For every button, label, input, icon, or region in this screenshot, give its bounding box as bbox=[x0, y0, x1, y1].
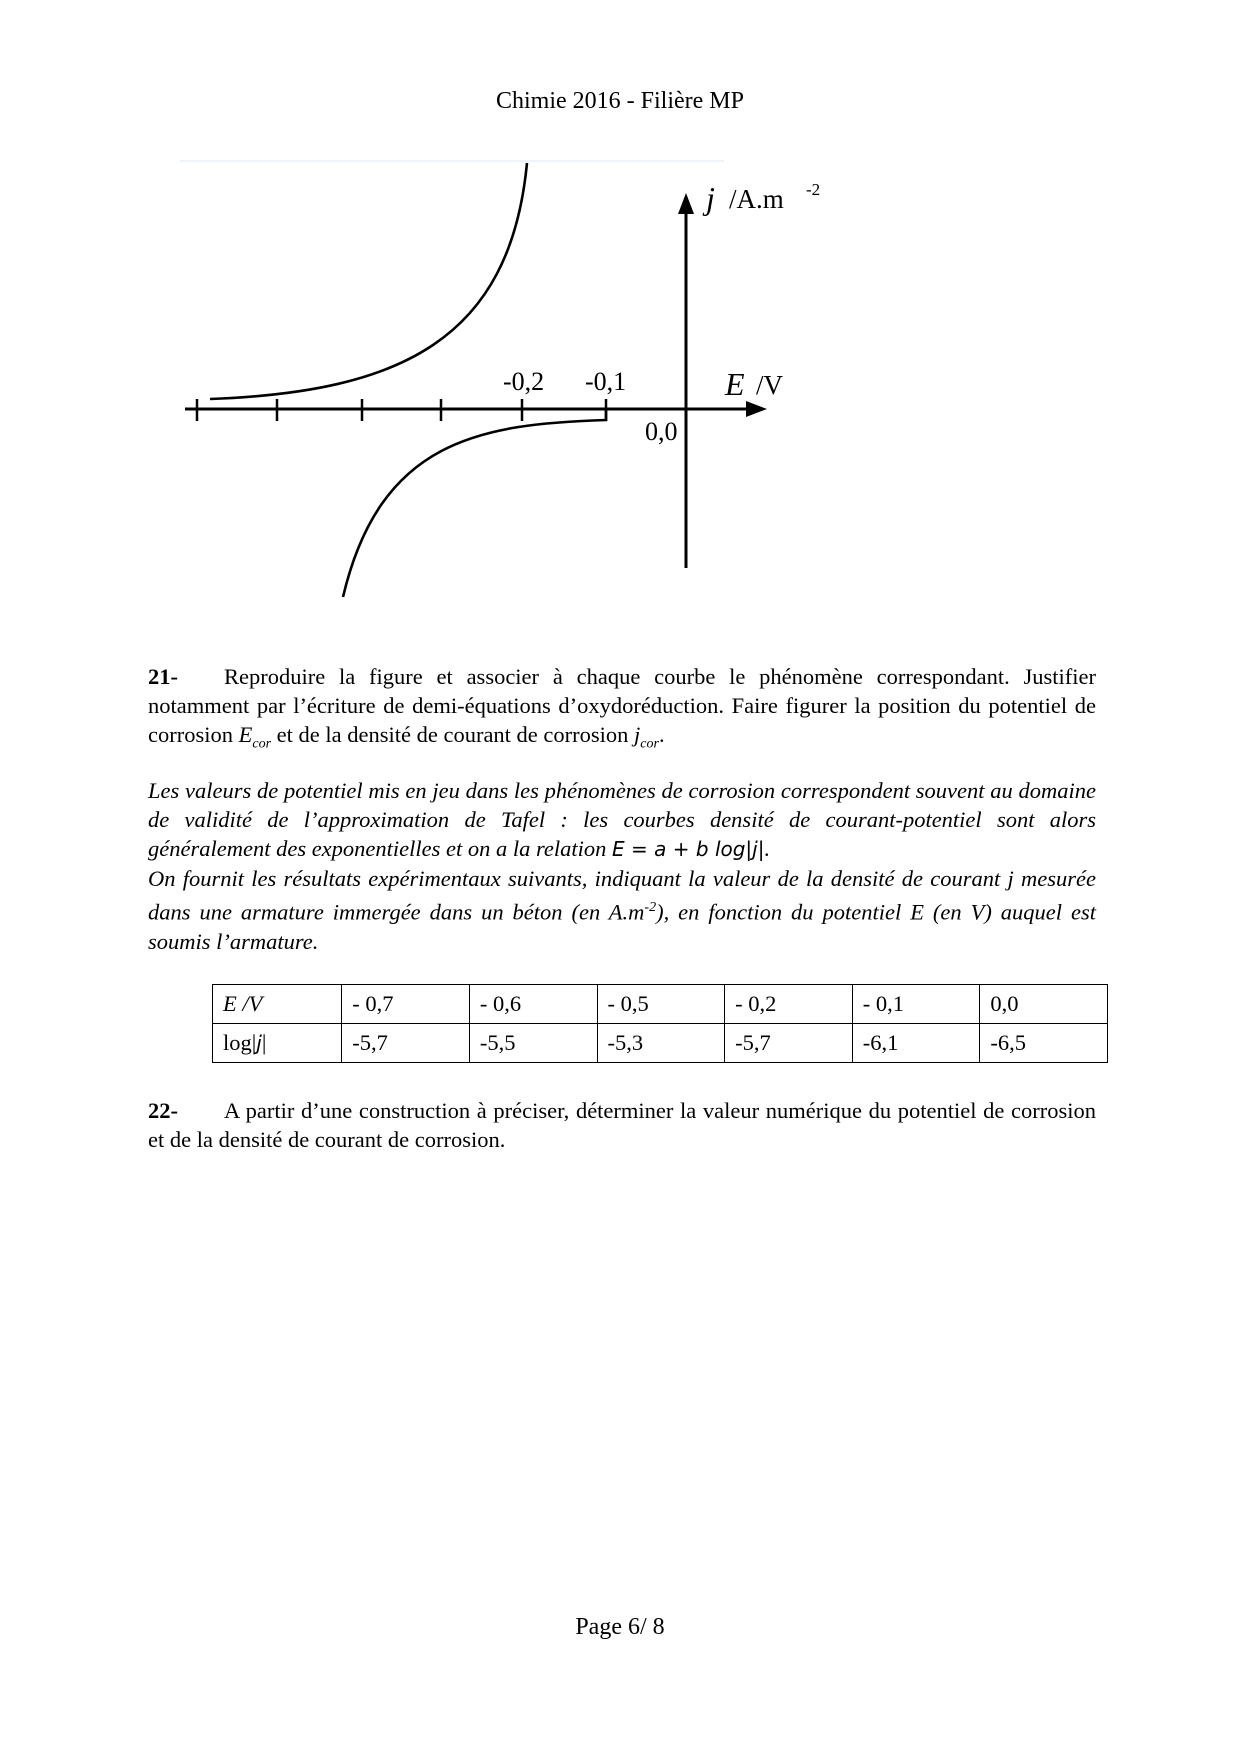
tafel-relation: E = a + b log|j| bbox=[612, 837, 765, 861]
table-cell: -6,1 bbox=[852, 1024, 980, 1063]
figure-svg bbox=[175, 158, 821, 610]
experimental-data-table bbox=[212, 984, 1108, 1063]
jcor-subscript: cor bbox=[640, 736, 659, 752]
x-axis-label-unit: /V bbox=[756, 370, 783, 400]
logj-label-var: j bbox=[256, 1031, 262, 1055]
x-axis-label-var: E bbox=[725, 366, 745, 402]
table-cell: -5,7 bbox=[342, 1024, 470, 1063]
question-22-text: A partir d’une construction à préciser, déterminer la valeur numérique du potentiel de corrosion et de la densité de courant de corrosion. bbox=[148, 1098, 1096, 1152]
table-cell: -6,5 bbox=[980, 1024, 1108, 1063]
tick-label-zero: 0,0 bbox=[645, 417, 678, 446]
tafel-intro bbox=[148, 776, 1096, 956]
y-axis-label-unit: /A.m bbox=[729, 184, 784, 214]
table-cell: -5,3 bbox=[597, 1024, 725, 1063]
y-axis-arrow bbox=[678, 193, 694, 214]
table-cell: - 0,7 bbox=[342, 985, 470, 1024]
logj-label-suffix: | bbox=[261, 1030, 267, 1055]
question-21-text-3: . bbox=[658, 722, 665, 747]
question-21-text-1: Reproduire la figure et associer à chaque courbe le phénomène correspondant. Justifier notamment par l’écriture de demi-équations d’oxydoréduction. Faire figurer la position du potentiel de corrosion bbox=[148, 664, 1096, 747]
table-cell: -5,5 bbox=[469, 1024, 597, 1063]
table-cell: - 0,2 bbox=[725, 985, 853, 1024]
y-axis-label-var: j bbox=[706, 180, 715, 216]
question-21 bbox=[148, 662, 1096, 759]
page-footer: Page 6/ 8 bbox=[575, 1614, 665, 1640]
tafel-intro-text-4: ), en fonction du potentiel E (en V) auquel est soumis l’armature. bbox=[148, 899, 1096, 954]
anodic-curve bbox=[210, 163, 527, 399]
question-22-number: 22- bbox=[148, 1098, 178, 1123]
table-cell: -5,7 bbox=[725, 1024, 853, 1063]
x-axis-arrow bbox=[746, 401, 767, 417]
unit-exponent: -2 bbox=[644, 900, 657, 915]
question-22 bbox=[148, 1096, 1096, 1154]
jcor-symbol: j bbox=[634, 722, 641, 747]
question-21-number: 21- bbox=[148, 664, 178, 689]
ecor-subscript: cor bbox=[252, 736, 272, 752]
table-cell: - 0,1 bbox=[852, 985, 980, 1024]
table-row-label-potential: E /V bbox=[213, 985, 342, 1024]
y-axis-label-exponent: -2 bbox=[806, 180, 821, 199]
table-cell: - 0,6 bbox=[469, 985, 597, 1024]
table-cell: 0,0 bbox=[980, 985, 1108, 1024]
table-row-label-logj bbox=[213, 1024, 342, 1063]
tafel-intro-text-2: . bbox=[764, 836, 771, 861]
table-row-potential bbox=[213, 985, 1108, 1024]
page-header: Chimie 2016 - Filière MP bbox=[496, 88, 744, 114]
question-21-text-2: et de la densité de courant de corrosion bbox=[271, 722, 635, 747]
cathodic-curve bbox=[343, 409, 606, 597]
table-row-logj bbox=[213, 1024, 1108, 1063]
tick-label-minus-0-2: -0,2 bbox=[503, 367, 545, 396]
ecor-symbol: E bbox=[238, 722, 253, 747]
logj-label-prefix: log| bbox=[223, 1030, 257, 1055]
tafel-intro-text-1: Les valeurs de potentiel mis en jeu dans les phénomènes de corrosion correspondent souvent au domaine de validité de l’approximation de Tafel : les courbes densité de courant-potentiel sont alors généralement des exponentielles et on a la relation bbox=[148, 778, 1096, 861]
tafel-intro-text-3: On fournit les résultats expérimentaux suivants, indiquant la valeur de la densité de courant j mesurée dans une armature immergée dans un béton (en A.m bbox=[148, 866, 1096, 925]
current-potential-figure bbox=[175, 158, 821, 610]
table-cell: - 0,5 bbox=[597, 985, 725, 1024]
tick-label-minus-0-1: -0,1 bbox=[585, 367, 627, 396]
